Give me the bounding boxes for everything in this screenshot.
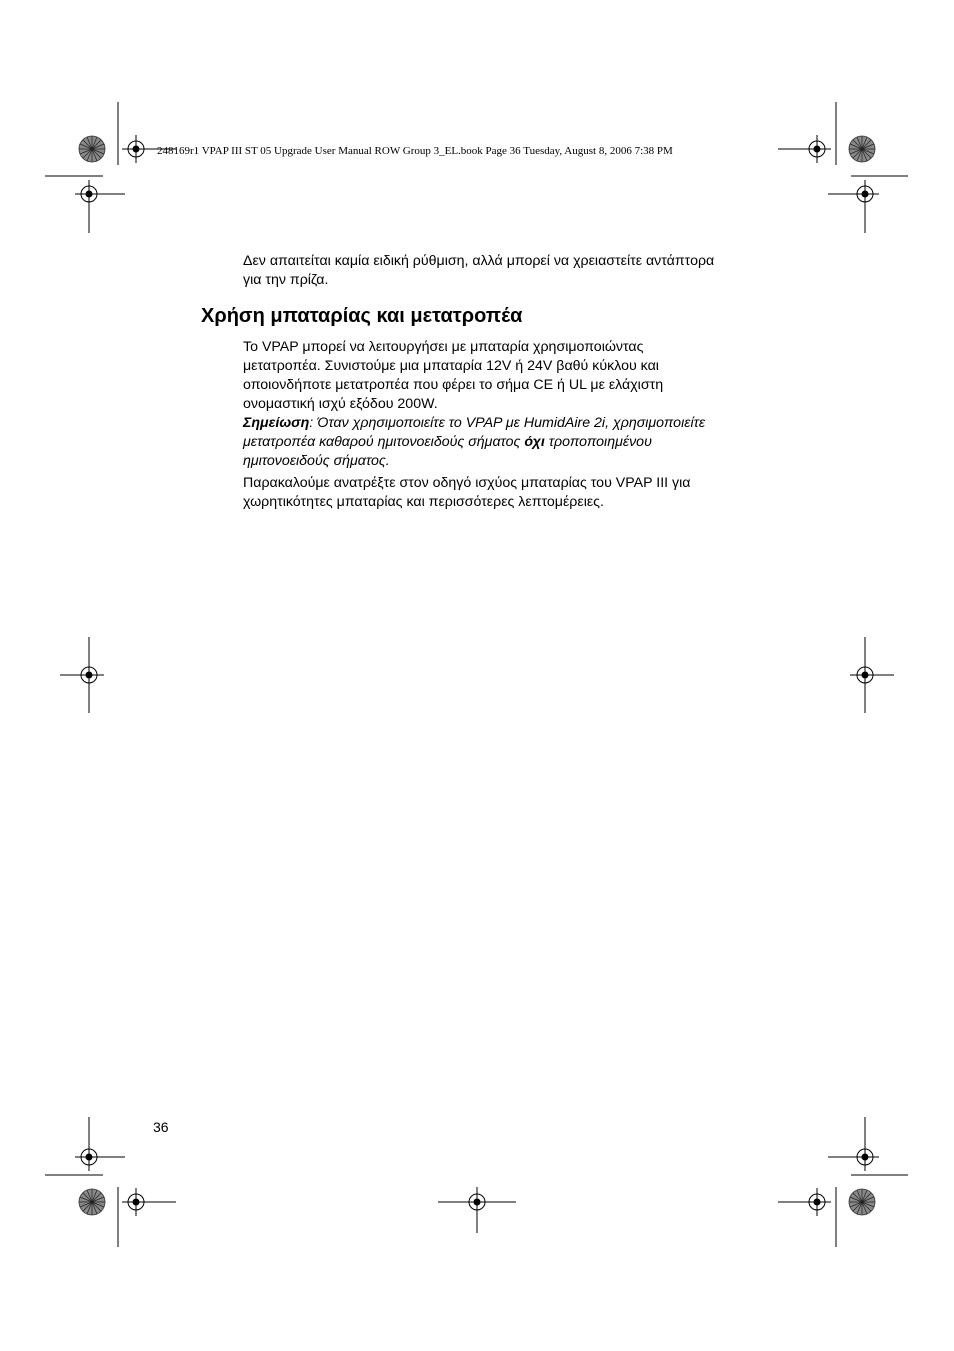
paragraph-line: Το VPAP μπορεί να λειτουργήσει με μπαταρία χρησιμοποιώντας [243, 339, 644, 355]
battery-paragraph [243, 338, 763, 414]
paragraph-line: Παρακαλούμε ανατρέξτε στον οδηγό ισχύος μπαταρίας του VPAP III για [243, 475, 691, 491]
section-heading: Χρήση μπαταρίας και μετατροπέα [201, 305, 523, 327]
paragraph-line: οποιονδήποτε μετατροπέα που φέρει το σήμα CE ή UL με ελάχιστη [243, 377, 664, 393]
reference-paragraph [243, 474, 763, 512]
color-burst-icon [849, 1189, 875, 1215]
intro-paragraph [243, 252, 763, 290]
color-burst-icon [849, 136, 875, 162]
print-slug: 248169r1 VPAP III ST 05 Upgrade User Manual ROW Group 3_EL.book Page 36 Tuesday, August 8, 2006 7:38 PM [157, 145, 673, 157]
note-text: ημιτονοειδούς σήματος. [243, 453, 390, 469]
page-number: 36 [153, 1119, 169, 1135]
note-text: μετατροπέα καθαρού ημιτονοειδούς σήματος [243, 434, 525, 450]
intro-line: Δεν απαιτείται καμία ειδική ρύθμιση, αλλά μπορεί να χρειαστείτε αντάπτορα [243, 253, 715, 269]
intro-line: για την πρίζα. [243, 272, 329, 288]
paragraph-line: μετατροπέα. Συνιστούμε μια μπαταρία 12V ή 24V βαθύ κύκλου και [243, 358, 659, 374]
color-burst-icon [79, 136, 105, 162]
note-text: τροποποιημένου [544, 434, 652, 450]
color-burst-icon [79, 1189, 105, 1215]
paragraph-line: χωρητικότητες μπαταρίας και περισσότερες λεπτομέρειες. [243, 494, 604, 510]
note-emphasis: όχι [524, 434, 545, 450]
paragraph-line: ονομαστική ισχύ εξόδου 200W. [243, 396, 438, 412]
note-label: Σημείωση [243, 415, 310, 431]
note-paragraph [243, 414, 763, 471]
note-text: : Όταν χρησιμοποιείτε το VPAP με HumidAire 2i, χρησιμοποιείτε [309, 415, 706, 431]
